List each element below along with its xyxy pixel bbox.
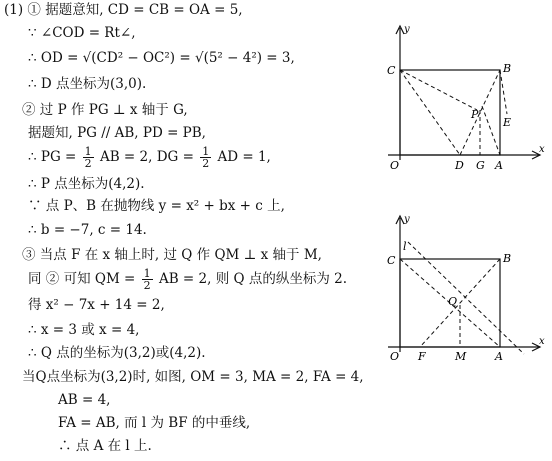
label-l: l [403, 240, 407, 253]
fraction-denominator: 2 [202, 157, 210, 170]
solution-line-12 [28, 268, 347, 291]
solution-line-9: ∵ 点 P、B 在抛物线 y = x² + bx + c 上, [28, 198, 285, 214]
solution-line-2: ∵ ∠COD = Rt∠, [28, 25, 136, 41]
label-C: C [387, 64, 396, 77]
segment-PA [482, 106, 500, 155]
line7-suffix: AD = 1, [217, 149, 271, 165]
solution-line-4: ∴ D 点坐标为(3,0). [28, 76, 147, 92]
label-B: B [503, 62, 512, 75]
fraction-one-half-a [83, 146, 94, 169]
solution-line-16: 当Q点坐标为(3,2)时, 如图, OM = 3, MA = 2, FA = 4, [22, 369, 364, 385]
segment-CD [400, 70, 460, 155]
label-y: y [404, 214, 410, 225]
fraction-one-half-b [200, 146, 211, 169]
label-C: C [387, 254, 396, 267]
solution-line-6: 据题知, PG // AB, PD = PB, [28, 125, 206, 141]
label-F: F [418, 350, 426, 362]
rectangle-OABC [400, 70, 500, 155]
segment-CP [400, 70, 477, 110]
label-y: y [404, 24, 410, 35]
solution-line-8: ∴ P 点坐标为(4,2). [28, 176, 145, 192]
label-Q: Q [448, 295, 458, 308]
fraction-denominator: 2 [84, 157, 92, 170]
label-P: P [471, 108, 479, 121]
line12-suffix: AB = 2, 则 Q 点的纵坐标为 2. [158, 271, 348, 287]
label-E: E [503, 116, 512, 129]
solution-line-14: ∴ x = 3 或 x = 4, [28, 322, 140, 338]
label-D: D [455, 159, 464, 172]
fraction-one-half-c [142, 268, 153, 291]
line7-middle: AB = 2, DG = [99, 149, 194, 165]
solution-line-7 [28, 146, 271, 169]
label-x: x [539, 144, 545, 155]
line12-prefix: 同 ② 可知 QM = [28, 271, 136, 287]
fraction-denominator: 2 [143, 279, 151, 292]
solution-line-13: 得 x² − 7x + 14 = 2, [28, 297, 165, 313]
line7-prefix: ∴ PG = [28, 149, 77, 165]
geometry-figure-top [382, 22, 550, 172]
solution-line-1: (1) ① 据题意知, CD = CB = OA = 5, [4, 2, 243, 18]
label-M: M [455, 350, 467, 362]
label-x: x [539, 336, 545, 347]
solution-line-19: ∴ 点 A 在 l 上. [58, 438, 152, 454]
solution-line-17: AB = 4, [58, 392, 111, 408]
solution-line-18: FA = AB, 而 l 为 BF 的中垂线, [58, 415, 251, 431]
solution-line-3: ∴ OD = √(CD² − OC²) = √(5² − 4²) = 3, [28, 50, 295, 66]
solution-line-10: ∴ b = −7, c = 14. [28, 222, 147, 238]
label-A: A [495, 350, 503, 362]
label-G: G [476, 159, 485, 172]
fraction-numerator: 1 [84, 145, 92, 158]
label-O: O [390, 159, 400, 172]
fraction-numerator: 1 [143, 267, 151, 280]
solution-line-5: ② 过 P 作 PG ⊥ x 轴于 G, [22, 102, 188, 118]
label-B: B [503, 252, 512, 265]
label-O: O [390, 350, 400, 362]
fraction-numerator: 1 [202, 145, 210, 158]
solution-line-11: ③ 当点 F 在 x 轴上时, 过 Q 作 QM ⊥ x 轴于 M, [22, 247, 322, 263]
geometry-figure-bottom [382, 212, 550, 362]
solution-line-15: ∴ Q 点的坐标为(3,2)或(4,2). [28, 345, 206, 361]
label-A: A [495, 159, 503, 172]
segment-BE [500, 70, 507, 114]
